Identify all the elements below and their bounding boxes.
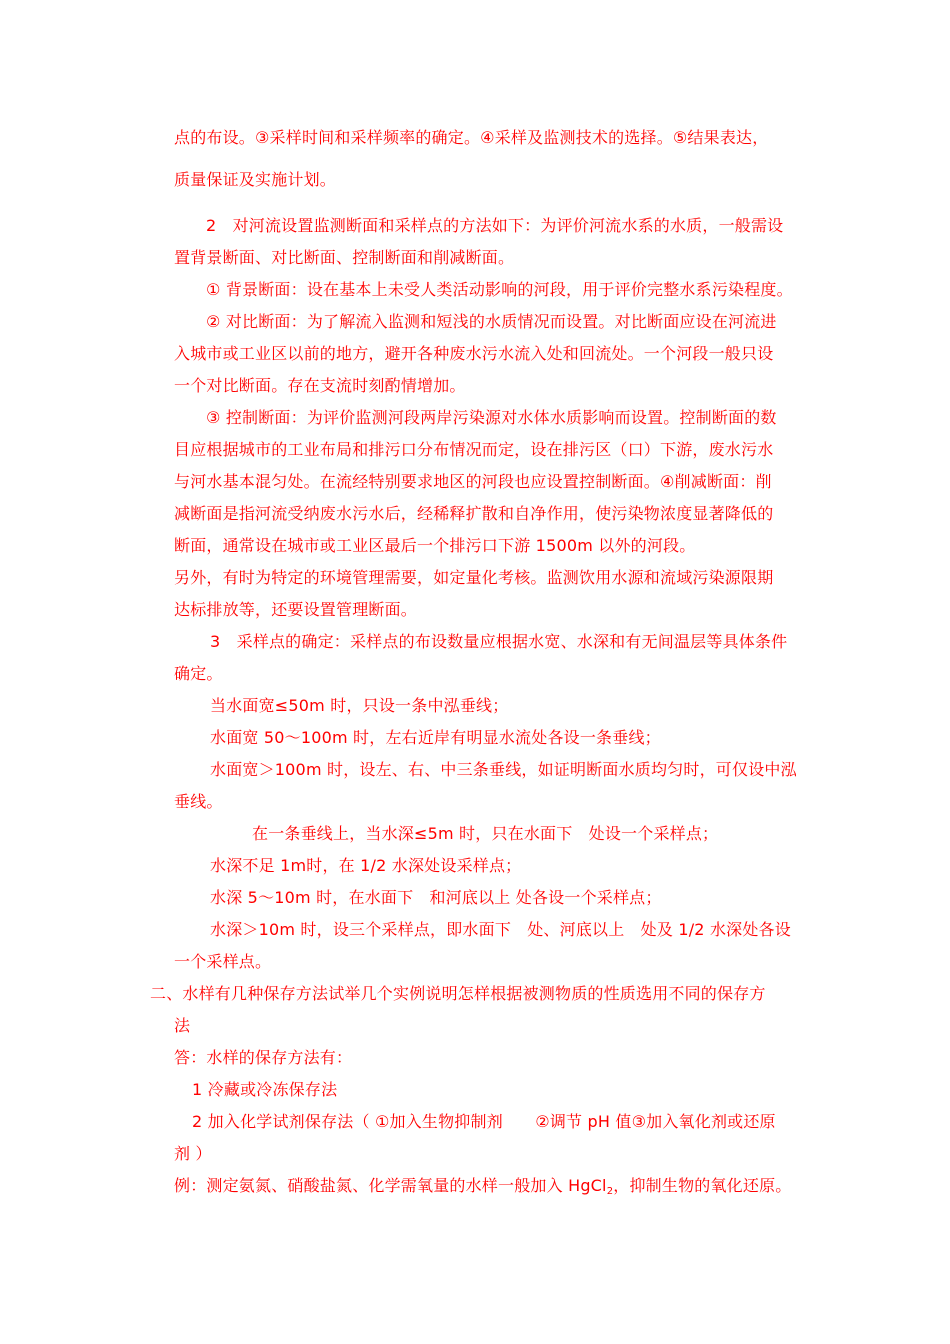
example-line [174, 1176, 791, 1196]
text-line: 一个采样点。 [174, 952, 272, 971]
text-line: 目应根据城市的工业布局和排污口分布情况而定，设在排污区（口）下游，废水污水 [174, 440, 774, 459]
text-line: 确定。 [174, 664, 223, 683]
text-line: ① 背景断面：设在基本上未受人类活动影响的河段，用于评价完整水系污染程度。 [206, 280, 793, 299]
text-line: 3 采样点的确定：采样点的布设数量应根据水宽、水深和有无间温层等具体条件 [210, 632, 788, 651]
text-line: 水深＞10m 时，设三个采样点，即水面下 处、河底以上 处及 1/2 水深处各设 [210, 920, 791, 939]
text-line: 2 加入化学试剂保存法（ ①加入生物抑制剂 ②调节 pH 值③加入氧化剂或还原 [192, 1112, 776, 1131]
text-line: 置背景断面、对比断面、控制断面和削减断面。 [174, 248, 515, 267]
text-line: 点的布设。③采样时间和采样频率的确定。④采样及监测技术的选择。⑤结果表达， [174, 128, 769, 147]
text-line: 水深不足 1m时，在 1/2 水深处设采样点； [210, 856, 522, 875]
text-line: 垂线。 [174, 792, 223, 811]
text-line: 水面宽 50～100m 时，左右近岸有明显水流处各设一条垂线； [210, 728, 661, 747]
text-line: 与河水基本混匀处。在流经特别要求地区的河段也应设置控制断面。④削减断面：削 [174, 472, 772, 491]
text-line: 达标排放等，还要设置管理断面。 [174, 600, 418, 619]
text-line: 水深 5～10m 时，在水面下 和河底以上 处各设一个采样点； [210, 888, 662, 907]
text-line: 在一条垂线上，当水深≤5m 时，只在水面下 处设一个采样点； [252, 824, 719, 843]
text-line: 水面宽＞100m 时，设左、右、中三条垂线，如证明断面水质均匀时，可仅设中泓 [210, 760, 797, 779]
example-text: 例：测定氨氮、硝酸盐氮、化学需氧量的水样一般加入 HgCl [174, 1176, 607, 1195]
example-text-end: ，抑制生物的氧化还原。 [613, 1176, 792, 1195]
text-line: 另外，有时为特定的环境管理需要，如定量化考核。监测饮用水源和流域污染源限期 [174, 568, 774, 587]
text-line: 断面，通常设在城市或工业区最后一个排污口下游 1500m 以外的河段。 [174, 536, 696, 555]
text-line: ③ 控制断面：为评价监测河段两岸污染源对水体水质影响而设置。控制断面的数 [206, 408, 777, 427]
text-line: ② 对比断面：为了解流入监测和短浅的水质情况而设置。对比断面应设在河流进 [206, 312, 777, 331]
text-line: 减断面是指河流受纳废水污水后，经稀释扩散和自净作用，使污染物浓度显著降低的 [174, 504, 774, 523]
text-line: 入城市或工业区以前的地方，避开各种废水污水流入处和回流处。一个河段一般只设 [174, 344, 774, 363]
text-line: 质量保证及实施计划。 [174, 170, 337, 189]
text-line: 1 冷藏或冷冻保存法 [192, 1080, 338, 1099]
text-line: 剂 ） [174, 1144, 212, 1163]
question-heading-cont: 法 [174, 1016, 191, 1035]
text-line: 2 对河流设置监测断面和采样点的方法如下：为评价河流水系的水质，一般需设 [206, 216, 784, 235]
answer-intro: 答：水样的保存方法有： [174, 1048, 353, 1067]
text-line: 当水面宽≤50m 时，只设一条中泓垂线； [210, 696, 509, 715]
question-heading: 二、水样有几种保存方法试举几个实例说明怎样根据被测物质的性质选用不同的保存方 [150, 984, 766, 1003]
text-line: 一个对比断面。存在支流时刻酌情增加。 [174, 376, 466, 395]
subscript: 2 [606, 1186, 614, 1197]
